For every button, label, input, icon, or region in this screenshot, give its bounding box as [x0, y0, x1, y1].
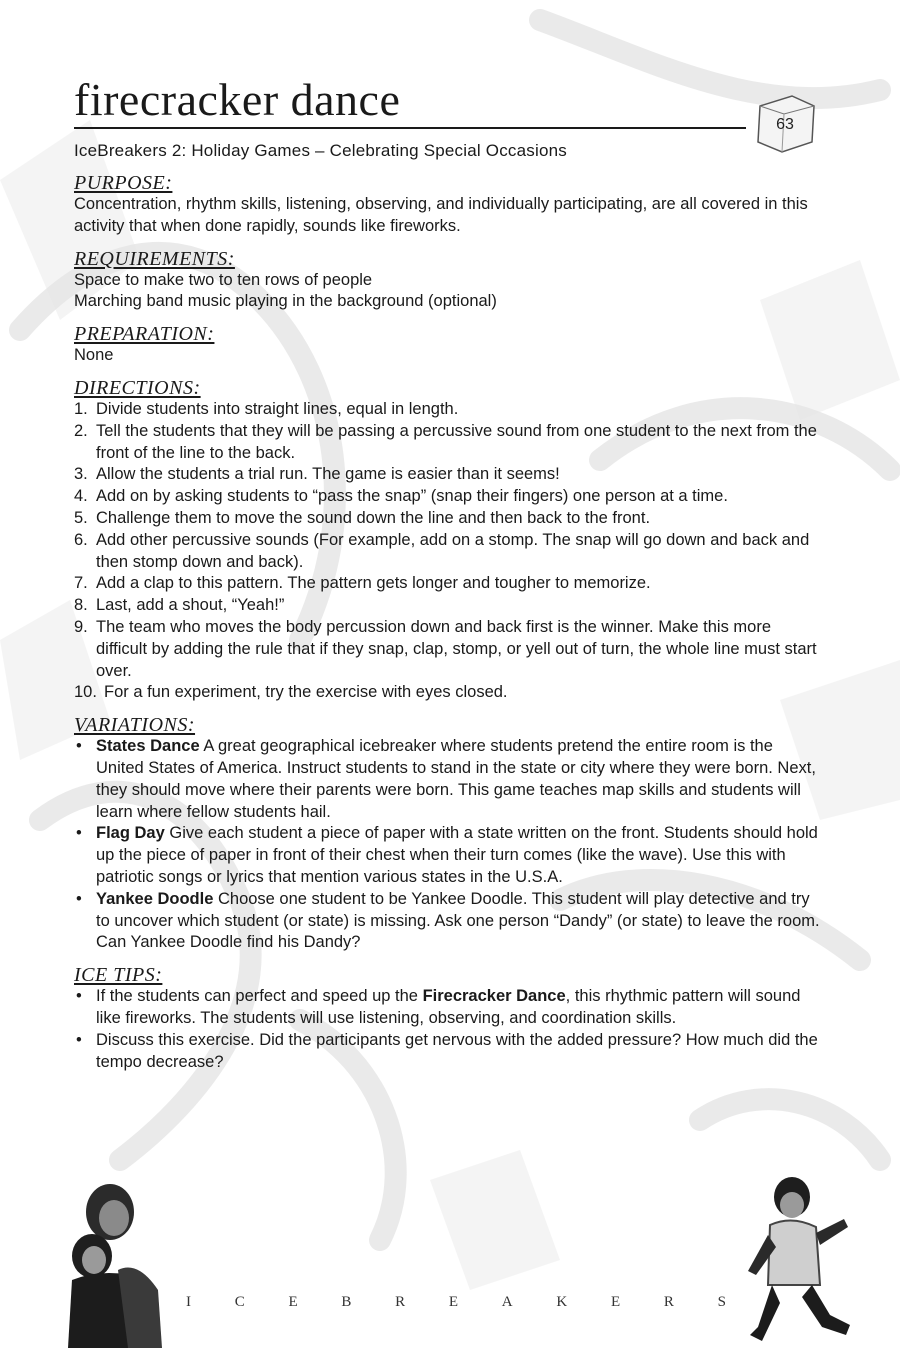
directions-list [74, 399, 824, 704]
direction-item [74, 595, 824, 617]
direction-item [74, 573, 824, 595]
directions-heading: DIRECTIONS: [74, 376, 201, 399]
direction-text: Add a clap to this pattern. The pattern gets longer and tougher to memorize. [96, 574, 651, 593]
direction-text: The team who moves the body percussion down and back first is the winner. Make this more difficult by adding the rule that if they snap, clap, stomp, or yell out of turn, the whole line must start over. [96, 617, 817, 680]
variation-name: Yankee Doodle [96, 889, 214, 908]
variation-name: States Dance [96, 737, 200, 756]
footer-letter: E [610, 1294, 621, 1310]
ice-tip-item [74, 986, 824, 1030]
title-rule [74, 127, 746, 129]
variation-text: Give each student a piece of paper with a state written on the front. Students should hold up the piece of paper in front of their chest when their turn comes (like the wave). Use this with patriotic songs or lyrics that mention various states in the U.S.A. [96, 824, 818, 886]
page-title: firecracker dance [74, 74, 401, 125]
footer-icebreakers [186, 1294, 726, 1311]
variation-name: Flag Day [96, 824, 165, 843]
subtitle: IceBreakers 2: Holiday Games – Celebrating Special Occasions [74, 141, 567, 160]
variation-text: Choose one student to be Yankee Doodle. This student will play detective and try to uncover which student (or state) is missing. Ask one person “Dandy” (or state) to leave the room. Can Yankee Doodle find his Dandy? [96, 889, 820, 952]
variation-item [74, 889, 824, 954]
direction-number: 8. [74, 596, 88, 615]
ice-tips-list [74, 986, 824, 1073]
variations-list [74, 736, 824, 954]
direction-number: 4. [74, 487, 88, 506]
direction-number: 5. [74, 508, 88, 527]
direction-text: For a fun experiment, try the exercise with eyes closed. [104, 683, 508, 702]
direction-number: 3. [74, 465, 88, 484]
purpose-heading: PURPOSE: [74, 172, 173, 194]
direction-number: 7. [74, 574, 88, 593]
footer-letter: A [501, 1294, 513, 1310]
footer-letter: E [288, 1294, 298, 1310]
direction-text: Challenge them to move the sound down the line and then back to the front. [96, 508, 651, 527]
bullet: • [76, 1030, 82, 1049]
footer-letter: K [556, 1294, 568, 1310]
bullet: • [76, 987, 82, 1006]
direction-item [74, 421, 824, 465]
variation-item [74, 736, 824, 823]
preparation-heading: PREPARATION: [74, 323, 215, 346]
purpose-text: Concentration, rhythm skills, listening, observing, and individually participating, are all covered in this activity that when done rapidly, sounds like fireworks. [74, 195, 808, 235]
bullet: • [76, 737, 82, 756]
bullet: • [76, 824, 82, 843]
direction-item [74, 399, 824, 421]
ice-tip-bold: Firecracker Dance [422, 987, 566, 1006]
direction-item [74, 530, 824, 574]
ice-tip-text: If the students can perfect and speed up the [96, 987, 423, 1006]
direction-text: Divide students into straight lines, equal in length. [96, 399, 459, 418]
requirement-item: Space to make two to ten rows of people [74, 270, 373, 289]
requirement-item: Marching band music playing in the background (optional) [74, 292, 497, 311]
variations-heading: VARIATIONS: [74, 714, 196, 737]
variation-text: A great geographical icebreaker where students pretend the entire room is the United States of America. Instruct students to stand in the state or city where they were born. Next, they should move where their parents were born. This game teaches map skills and students will learn where fellow students hail. [96, 737, 816, 821]
direction-number: 6. [74, 530, 88, 549]
direction-number: 2. [74, 421, 88, 440]
direction-item [74, 617, 824, 682]
ice-tip-item [74, 1030, 824, 1074]
kids-photo-left [58, 1170, 168, 1348]
direction-text: Add on by asking students to “pass the snap” (snap their fingers) one person at a time. [96, 487, 728, 506]
direction-item [74, 486, 824, 508]
requirements-heading: REQUIREMENTS: [74, 247, 235, 270]
direction-item [74, 464, 824, 486]
direction-number: 10. [74, 683, 97, 702]
direction-text: Add other percussive sounds (For example, add on a stomp. The snap will go down and back and then stomp down and back). [96, 530, 810, 571]
direction-text: Allow the students a trial run. The game is easier than it seems! [96, 465, 560, 484]
footer-letter: C [234, 1294, 245, 1310]
direction-text: Tell the students that they will be passing a percussive sound from one student to the next from the front of the line to the back. [96, 421, 817, 462]
bullet: • [76, 889, 82, 908]
ice-tip-text: , this rhythmic pattern will sound like fireworks. The students will use listening, observing, and coordination skills. [96, 987, 801, 1027]
footer-letter: S [717, 1294, 726, 1310]
footer-letter: R [395, 1294, 406, 1310]
ice-tip-text: Discuss this exercise. Did the participants get nervous with the added pressure? How much did the tempo decrease? [96, 1030, 818, 1071]
kid-photo-right [746, 1175, 856, 1345]
footer-letter: I [186, 1294, 191, 1310]
direction-text: Last, add a shout, “Yeah!” [96, 596, 285, 615]
footer-letter: B [341, 1294, 352, 1310]
page-content [74, 74, 824, 1073]
ice-tips-heading: ICE TIPS: [74, 964, 163, 987]
direction-item [74, 508, 824, 530]
variation-item [74, 823, 824, 888]
preparation-text: None [74, 346, 114, 365]
page-number-badge [752, 92, 818, 154]
footer-letter: E [448, 1294, 459, 1310]
direction-number: 1. [74, 399, 88, 418]
direction-number: 9. [74, 617, 88, 636]
page-number: 63 [776, 116, 794, 133]
direction-item [74, 682, 824, 704]
footer-letter: R [663, 1294, 674, 1310]
